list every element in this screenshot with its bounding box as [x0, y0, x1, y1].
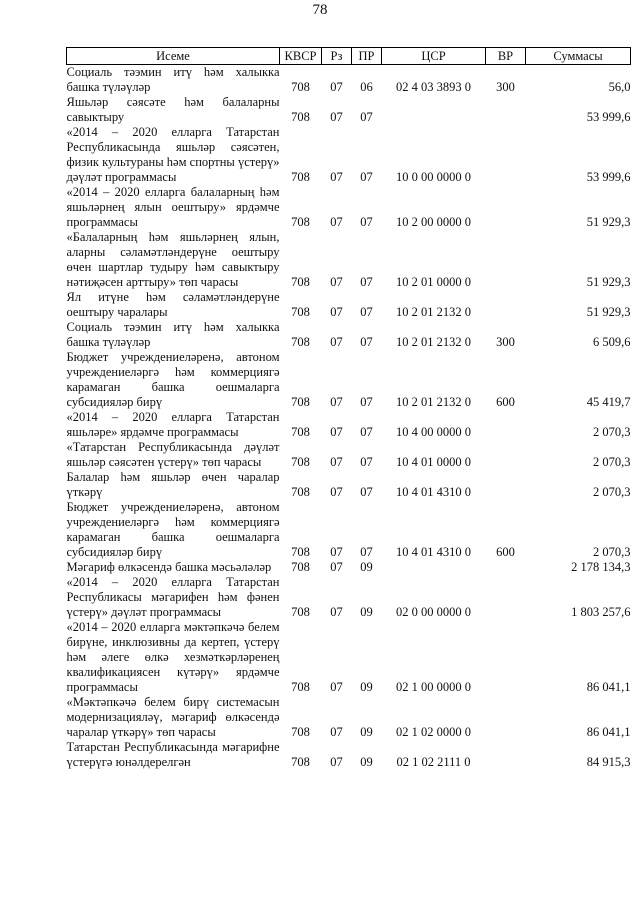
- cell-vr: [486, 575, 526, 620]
- table-row: [67, 230, 631, 290]
- cell-kvsr: 708: [291, 455, 310, 469]
- cell-vr: 300: [496, 80, 515, 94]
- cell-sum: 45 419,7: [586, 395, 631, 409]
- cell-rz: 07: [330, 455, 343, 469]
- cell-pr: 07: [360, 455, 373, 469]
- cell-sum: 53 999,6: [586, 170, 631, 184]
- cell-sum: 51 929,3: [586, 305, 631, 319]
- table-row: [67, 95, 631, 125]
- table-row: [67, 695, 631, 740]
- header-pr: ПР: [352, 48, 382, 65]
- table-row: [67, 65, 631, 96]
- cell-rz: 07: [330, 215, 343, 229]
- cell-kvsr: 708: [291, 275, 310, 289]
- cell-kvsr: 708: [291, 395, 310, 409]
- cell-vr: [486, 230, 526, 290]
- cell-kvsr: 708: [291, 605, 310, 619]
- cell-csr: 10 0 00 0000 0: [396, 170, 471, 184]
- cell-name: «Татарстан Республикасында дәүләт яшьләр сәясәтен үстерү» төп чарасы: [66, 440, 280, 469]
- cell-sum: 56,0: [608, 80, 631, 94]
- cell-sum: 86 041,1: [586, 725, 631, 739]
- cell-kvsr: 708: [291, 335, 310, 349]
- cell-csr: 10 2 01 0000 0: [396, 275, 471, 289]
- header-rz: Рз: [322, 48, 352, 65]
- cell-rz: 07: [330, 275, 343, 289]
- cell-kvsr: 708: [291, 560, 310, 574]
- cell-csr: 10 2 01 2132 0: [396, 305, 471, 319]
- header-sum: Суммасы: [526, 48, 631, 65]
- cell-sum: 2 070,3: [593, 545, 631, 559]
- cell-rz: 07: [330, 80, 343, 94]
- cell-kvsr: 708: [291, 425, 310, 439]
- cell-sum: 84 915,3: [586, 755, 631, 769]
- cell-vr: [486, 740, 526, 770]
- cell-sum: 51 929,3: [586, 275, 631, 289]
- cell-vr: 600: [496, 545, 515, 559]
- cell-csr: 02 4 03 3893 0: [396, 80, 471, 94]
- cell-name: Бюджет учреждениеләренә, автоном учреждениеләргә һәм коммерциягә карамаган башка оешмаларга субсидияләр бирү: [66, 500, 280, 559]
- cell-kvsr: 708: [291, 680, 310, 694]
- cell-vr: [486, 620, 526, 695]
- cell-name: Ял итүне һәм сәламәтләндерүне оештыру чаралары: [66, 290, 280, 319]
- header-vr: ВР: [486, 48, 526, 65]
- cell-rz: 07: [330, 680, 343, 694]
- cell-name: «2014 – 2020 елларга мәктәпкәчә белем бирүне, инклюзивны да кертеп, үстерү һәм әлеге өлкә хезмәткәрләренең квалификациясен күтәрү» ярдәмче программасы: [66, 620, 280, 694]
- table-row: [67, 560, 631, 575]
- table-row: [67, 185, 631, 230]
- cell-kvsr: 708: [291, 545, 310, 559]
- cell-pr: 09: [360, 725, 373, 739]
- table-row: [67, 290, 631, 320]
- cell-csr: 10 2 01 2132 0: [396, 335, 471, 349]
- cell-csr: 10 4 01 4310 0: [396, 545, 471, 559]
- cell-kvsr: 708: [291, 485, 310, 499]
- cell-name: «Мәктәпкәчә белем бирү системасын модернизацияләү, мәгариф өлкәсендә чаралар үткәрү» төп чарасы: [66, 695, 280, 739]
- cell-sum: 86 041,1: [586, 680, 631, 694]
- cell-pr: 07: [360, 110, 373, 124]
- table-body: [67, 65, 631, 771]
- cell-sum: 2 070,3: [593, 485, 631, 499]
- header-name: Исеме: [67, 48, 280, 65]
- cell-vr: [486, 290, 526, 320]
- table-row: [67, 575, 631, 620]
- cell-csr: [382, 560, 486, 575]
- table-row: [67, 350, 631, 410]
- cell-csr: 02 1 02 0000 0: [396, 725, 471, 739]
- cell-rz: 07: [330, 170, 343, 184]
- cell-sum: 6 509,6: [593, 335, 631, 349]
- cell-vr: [486, 185, 526, 230]
- cell-vr: 300: [496, 335, 515, 349]
- cell-pr: 07: [360, 545, 373, 559]
- cell-csr: 10 4 00 0000 0: [396, 425, 471, 439]
- cell-csr: 10 2 01 2132 0: [396, 395, 471, 409]
- cell-pr: 07: [360, 170, 373, 184]
- cell-csr: 02 0 00 0000 0: [396, 605, 471, 619]
- cell-kvsr: 708: [291, 215, 310, 229]
- cell-pr: 09: [360, 560, 373, 574]
- cell-pr: 07: [360, 335, 373, 349]
- cell-pr: 09: [360, 755, 373, 769]
- cell-vr: [486, 470, 526, 500]
- page-number: 78: [312, 2, 328, 18]
- header-csr: ЦСР: [382, 48, 486, 65]
- cell-kvsr: 708: [291, 755, 310, 769]
- cell-sum: 2 070,3: [593, 425, 631, 439]
- cell-pr: 06: [360, 80, 373, 94]
- budget-table: [66, 47, 631, 770]
- cell-pr: 09: [360, 605, 373, 619]
- cell-sum: 2 070,3: [593, 455, 631, 469]
- cell-pr: 07: [360, 305, 373, 319]
- cell-rz: 07: [330, 425, 343, 439]
- cell-pr: 07: [360, 485, 373, 499]
- cell-vr: [486, 695, 526, 740]
- table-header-row: [67, 48, 631, 65]
- table-row: [67, 410, 631, 440]
- cell-csr: 10 2 00 0000 0: [396, 215, 471, 229]
- cell-pr: 07: [360, 425, 373, 439]
- cell-name: «2014 – 2020 елларга Татарстан Республикасында яшьләр сәясәтен, физик культураны һәм спортны үстерү» дәүләт программасы: [66, 125, 280, 184]
- cell-csr: 02 1 00 0000 0: [396, 680, 471, 694]
- cell-vr: [486, 440, 526, 470]
- cell-kvsr: 708: [291, 725, 310, 739]
- cell-sum: 53 999,6: [586, 110, 631, 124]
- cell-name: «2014 – 2020 елларга Татарстан яшьләре» ярдәмче программасы: [66, 410, 280, 439]
- cell-rz: 07: [330, 485, 343, 499]
- cell-kvsr: 708: [291, 305, 310, 319]
- cell-rz: 07: [330, 545, 343, 559]
- cell-name: «Балаларның һәм яшьләрнең ялын, аларны сәламәтләндерүне оештыру өчен шартлар тудыру һәм савыктыру нәтиҗәсен арттыру» төп чарасы: [66, 230, 280, 289]
- cell-name: Татарстан Республикасында мәгарифне үстерүгә юнәлдерелгән: [66, 740, 280, 769]
- cell-csr: 10 4 01 4310 0: [396, 485, 471, 499]
- cell-vr: [486, 560, 526, 575]
- table-row: [67, 320, 631, 350]
- cell-rz: 07: [330, 725, 343, 739]
- cell-name: Бюджет учреждениеләренә, автоном учреждениеләргә һәм коммерциягә карамаган башка оешмаларга субсидияләр бирү: [66, 350, 280, 409]
- cell-name: «2014 – 2020 елларга балаларның һәм яшьләрнең ялын оештыру» ярдәмче программасы: [66, 185, 280, 229]
- cell-vr: [486, 125, 526, 185]
- cell-csr: 02 1 02 2111 0: [396, 755, 471, 769]
- table-row: [67, 500, 631, 560]
- cell-rz: 07: [330, 605, 343, 619]
- cell-pr: 09: [360, 680, 373, 694]
- header-kvsr: КВСР: [280, 48, 322, 65]
- cell-pr: 07: [360, 275, 373, 289]
- cell-rz: 07: [330, 335, 343, 349]
- cell-rz: 07: [330, 560, 343, 574]
- cell-rz: 07: [330, 110, 343, 124]
- cell-sum: 2 178 134,3: [571, 560, 631, 574]
- cell-rz: 07: [330, 305, 343, 319]
- cell-kvsr: 708: [291, 80, 310, 94]
- cell-name: Социаль тәэмин итү һәм халыкка башка түләүләр: [66, 65, 280, 94]
- table-row: [67, 620, 631, 695]
- cell-vr: 600: [496, 395, 515, 409]
- cell-pr: 07: [360, 395, 373, 409]
- cell-name: Мәгариф өлкәсендә башка мәсьәләләр: [66, 560, 272, 574]
- table-row: [67, 740, 631, 770]
- cell-vr: [486, 95, 526, 125]
- cell-name: «2014 – 2020 елларга Татарстан Республикасы мәгарифен һәм фәнен үстерү» дәүләт программасы: [66, 575, 280, 619]
- cell-csr: 10 4 01 0000 0: [396, 455, 471, 469]
- cell-sum: 1 803 257,6: [571, 605, 631, 619]
- cell-pr: 07: [360, 215, 373, 229]
- cell-csr: [382, 95, 486, 125]
- cell-sum: 51 929,3: [586, 215, 631, 229]
- cell-vr: [486, 410, 526, 440]
- cell-rz: 07: [330, 395, 343, 409]
- cell-rz: 07: [330, 755, 343, 769]
- cell-name: Социаль тәэмин итү һәм халыкка башка түләүләр: [66, 320, 280, 349]
- cell-kvsr: 708: [291, 110, 310, 124]
- table-row: [67, 440, 631, 470]
- table-row: [67, 470, 631, 500]
- cell-name: Балалар һәм яшьләр өчен чаралар үткәрү: [66, 470, 280, 499]
- cell-name: Яшьләр сәясәте һәм балаларны савыктыру: [66, 95, 280, 124]
- table-row: [67, 125, 631, 185]
- cell-kvsr: 708: [291, 170, 310, 184]
